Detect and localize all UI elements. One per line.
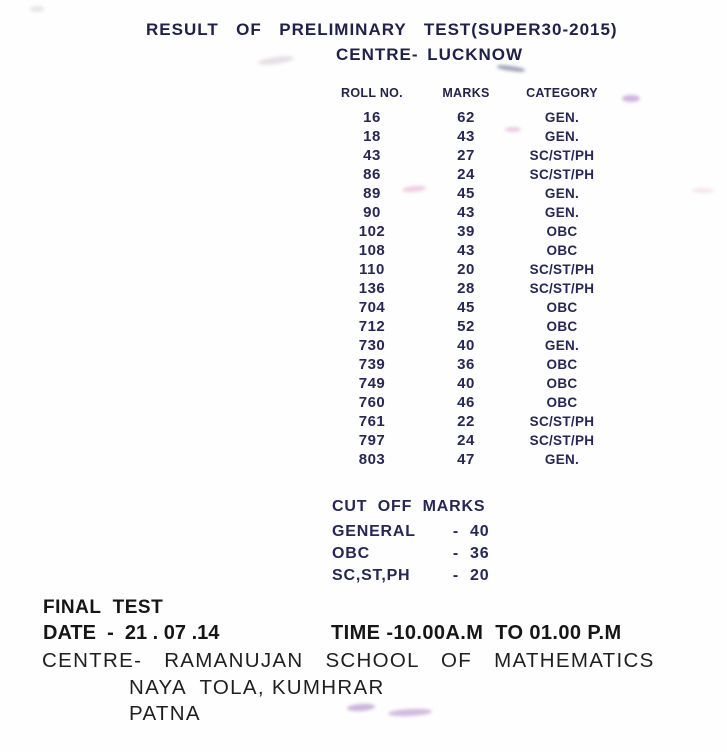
table-row [322, 412, 614, 431]
roll-no-cell: 16 [363, 109, 381, 126]
category-cell: SC/ST/PH [529, 167, 595, 182]
roll-no-cell: 760 [358, 394, 386, 411]
marks-cell: 36 [457, 356, 475, 373]
cutoff-value: 20 [470, 567, 490, 584]
roll-no-cell: 110 [359, 261, 385, 278]
marks-cell: 24 [457, 432, 475, 449]
category-cell: SC/ST/PH [529, 262, 595, 277]
marks-cell: 28 [457, 280, 475, 297]
table-row [322, 184, 614, 203]
cutoff-dash: - [452, 567, 460, 584]
category-cell: GEN. [544, 205, 580, 220]
col-header-category: CATEGORY [526, 86, 598, 100]
category-cell: SC/ST/PH [529, 281, 595, 296]
table-row [322, 260, 614, 279]
category-cell: OBC [546, 224, 578, 239]
marks-cell: 45 [457, 299, 475, 316]
col-header-roll-no: ROLL NO. [341, 86, 403, 100]
results-table-body [322, 108, 614, 469]
marks-cell: 24 [457, 166, 475, 183]
marks-cell: 47 [457, 451, 475, 468]
table-row [322, 127, 614, 146]
cutoff-dash: - [452, 545, 460, 562]
marks-cell: 22 [457, 413, 475, 430]
category-cell: GEN. [544, 338, 580, 353]
cutoff-dash: - [452, 523, 460, 540]
cutoff-row [332, 565, 489, 587]
category-cell: GEN. [544, 186, 580, 201]
roll-no-cell: 797 [358, 432, 386, 449]
table-row [322, 355, 614, 374]
cutoff-section [332, 498, 489, 587]
table-row [322, 450, 614, 469]
category-cell: OBC [546, 319, 578, 334]
cutoff-row [332, 521, 489, 543]
scan-smudge [505, 127, 521, 132]
table-row [322, 203, 614, 222]
final-test-address-line1: NAYA TOLA, KUMHRAR [129, 676, 385, 699]
roll-no-cell: 90 [363, 204, 381, 221]
scan-smudge [30, 6, 44, 12]
scan-smudge [622, 95, 640, 102]
marks-cell: 46 [457, 394, 475, 411]
table-row [322, 146, 614, 165]
final-test-time: TIME -10.00A.M TO 01.00 P.M [331, 622, 622, 644]
roll-no-cell: 761 [358, 413, 386, 430]
marks-cell: 20 [457, 261, 475, 278]
category-cell: GEN. [544, 110, 580, 125]
table-row [322, 393, 614, 412]
cutoff-value: 36 [470, 545, 490, 562]
marks-cell: 39 [457, 223, 475, 240]
category-cell: OBC [546, 376, 578, 391]
roll-no-cell: 749 [358, 375, 386, 392]
table-row [322, 431, 614, 450]
table-row [322, 279, 614, 298]
scan-smudge [258, 55, 295, 67]
roll-no-cell: 108 [358, 242, 386, 259]
category-cell: SC/ST/PH [529, 414, 595, 429]
marks-cell: 52 [457, 318, 475, 335]
document-subtitle-centre: CENTRE- LUCKNOW [336, 45, 524, 64]
scan-smudge [497, 64, 525, 73]
scan-smudge [347, 703, 375, 712]
scan-smudge [388, 708, 432, 717]
category-cell: OBC [546, 395, 578, 410]
roll-no-cell: 102 [358, 223, 386, 240]
table-row [322, 165, 614, 184]
col-header-marks: MARKS [442, 86, 490, 100]
cutoff-category-label: OBC [332, 545, 370, 562]
scan-smudge [692, 188, 714, 193]
table-row [322, 317, 614, 336]
document-title: RESULT OF PRELIMINARY TEST(SUPER30-2015) [146, 20, 618, 39]
category-cell: OBC [546, 357, 578, 372]
results-table [322, 86, 614, 469]
marks-cell: 45 [457, 185, 475, 202]
roll-no-cell: 18 [363, 128, 381, 145]
cutoff-value: 40 [470, 523, 490, 540]
final-test-date: DATE - 21 . 07 .14 [43, 622, 220, 644]
cutoff-heading: CUT OFF MARKS [332, 498, 486, 515]
roll-no-cell: 704 [358, 299, 386, 316]
marks-cell: 40 [457, 337, 475, 354]
roll-no-cell: 136 [358, 280, 386, 297]
cutoff-list [332, 521, 489, 587]
roll-no-cell: 730 [358, 337, 386, 354]
results-table-header [322, 86, 614, 108]
category-cell: OBC [546, 243, 578, 258]
table-row [322, 108, 614, 127]
final-test-address-line2: PATNA [129, 702, 201, 725]
category-cell: GEN. [544, 452, 580, 467]
table-row [322, 241, 614, 260]
cutoff-category-label: GENERAL [332, 523, 416, 540]
category-cell: GEN. [544, 129, 580, 144]
roll-no-cell: 86 [363, 166, 381, 183]
marks-cell: 62 [457, 109, 475, 126]
table-row [322, 336, 614, 355]
roll-no-cell: 89 [363, 185, 381, 202]
marks-cell: 40 [457, 375, 475, 392]
category-cell: OBC [546, 300, 578, 315]
roll-no-cell: 712 [358, 318, 386, 335]
table-row [322, 374, 614, 393]
marks-cell: 43 [457, 204, 475, 221]
category-cell: SC/ST/PH [529, 148, 595, 163]
roll-no-cell: 43 [363, 147, 381, 164]
category-cell: SC/ST/PH [529, 433, 595, 448]
marks-cell: 43 [457, 128, 475, 145]
table-row [322, 222, 614, 241]
cutoff-row [332, 543, 489, 565]
roll-no-cell: 803 [358, 451, 386, 468]
marks-cell: 43 [457, 242, 475, 259]
final-test-centre: CENTRE- RAMANUJAN SCHOOL OF MATHEMATICS [42, 649, 655, 672]
marks-cell: 27 [457, 147, 475, 164]
table-row [322, 298, 614, 317]
roll-no-cell: 739 [358, 356, 386, 373]
cutoff-category-label: SC,ST,PH [332, 567, 411, 584]
final-test-heading: FINAL TEST [43, 597, 164, 618]
